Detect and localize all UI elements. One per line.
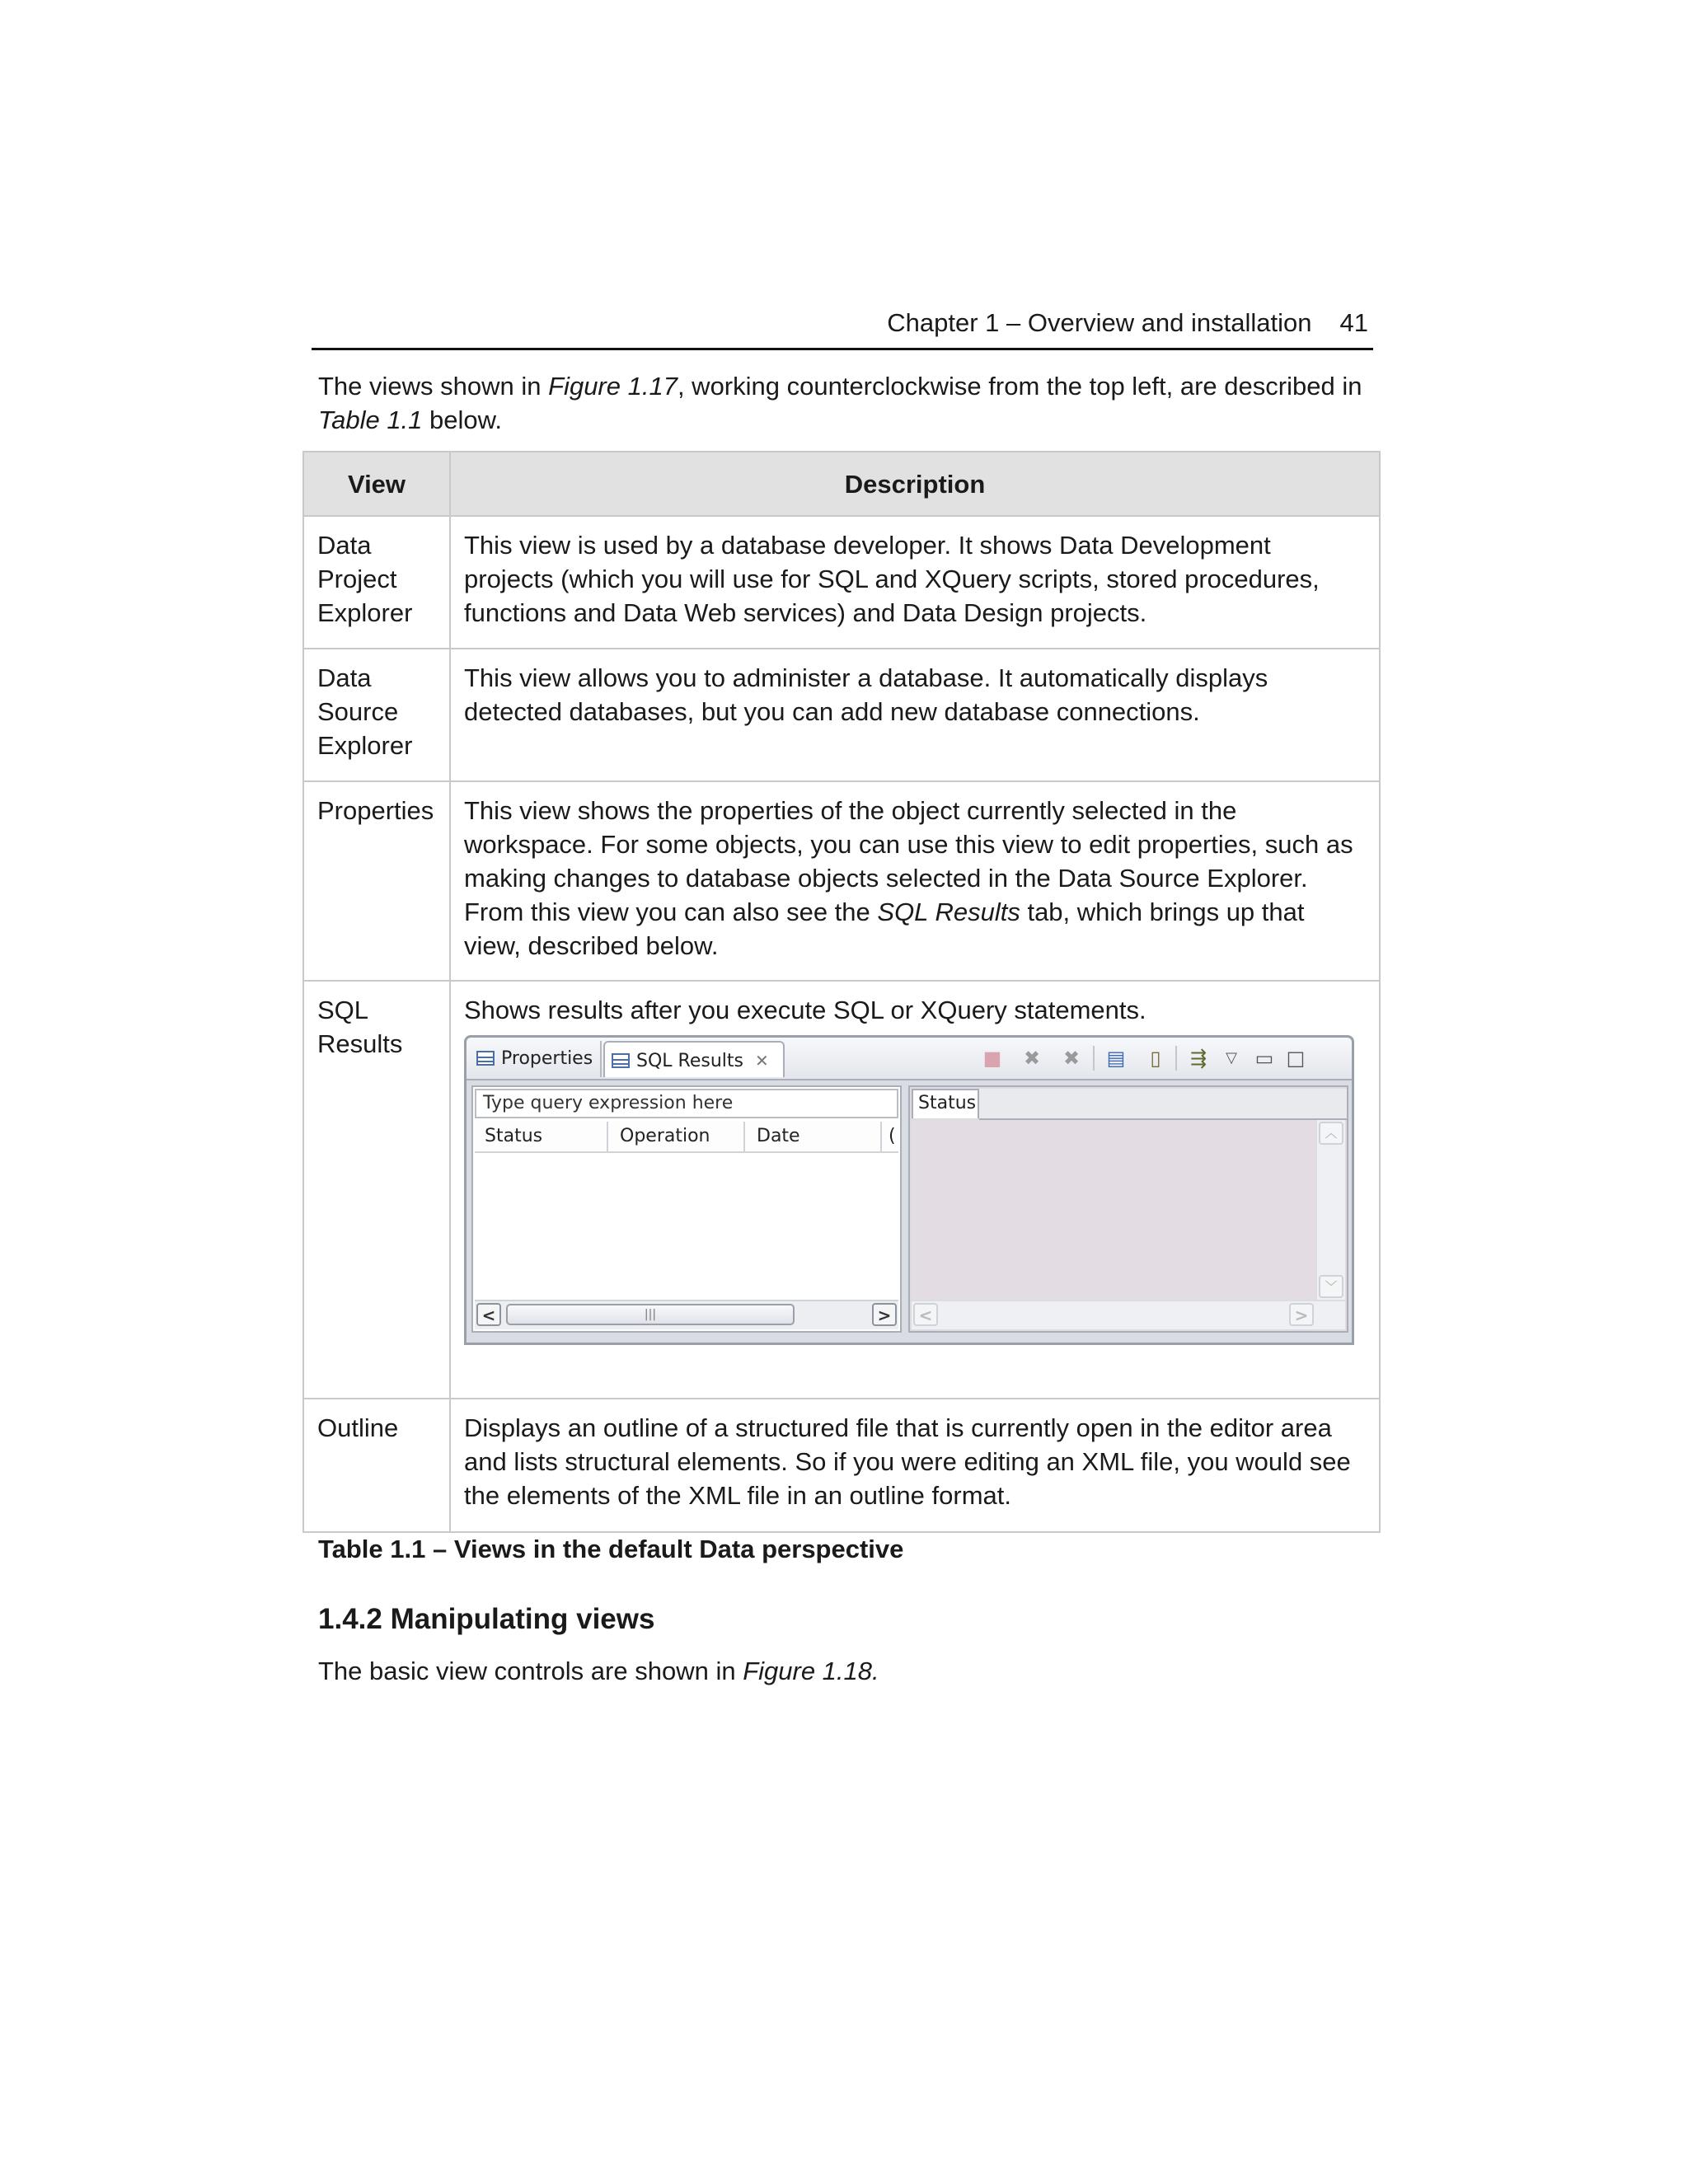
- scroll-left-icon[interactable]: <: [476, 1303, 501, 1326]
- remove-icon[interactable]: ✖: [1023, 1047, 1041, 1070]
- history-pane: [471, 1085, 902, 1333]
- tab-label: SQL Results: [636, 1051, 743, 1071]
- properties-icon: [476, 1051, 495, 1066]
- filter-icon[interactable]: ⇶: [1189, 1047, 1207, 1070]
- view-description: [450, 981, 1380, 1399]
- status-pane: [908, 1085, 1348, 1333]
- column-header-date[interactable]: Date: [747, 1122, 882, 1151]
- view-tab-bar: [467, 1038, 1352, 1080]
- sql-results-icon: [612, 1053, 630, 1068]
- horizontal-scrollbar[interactable]: [475, 1300, 898, 1329]
- table-row: [303, 1399, 1380, 1532]
- view-name: Data Source Explorer: [303, 649, 450, 781]
- table-header-row: [303, 452, 1380, 516]
- paragraph-text: The basic view controls are shown in: [318, 1657, 743, 1685]
- scroll-up-icon[interactable]: ︿: [1319, 1122, 1343, 1145]
- query-filter-input[interactable]: Type query expression here: [475, 1089, 898, 1118]
- close-icon[interactable]: ✕: [754, 1051, 769, 1071]
- sql-results-reference: SQL Results: [877, 898, 1020, 926]
- column-header-description: Description: [450, 452, 1380, 516]
- view-description: This view is used by a database developer. It shows Data Development projects (which you will use for SQL and XQuery scripts, stored procedures, functions and Data Web services) and Data Design projects.: [450, 516, 1380, 649]
- remove-all-icon[interactable]: ✖: [1062, 1047, 1081, 1070]
- figure-reference: Figure 1.17: [548, 372, 678, 401]
- intro-text: , working counterclockwise from the top left, are described in: [677, 372, 1362, 401]
- tab-sql-results[interactable]: [603, 1041, 785, 1077]
- table-row: [303, 516, 1380, 649]
- page-header: [312, 303, 1373, 350]
- running-header: [887, 307, 1368, 340]
- view-name: Outline: [303, 1399, 450, 1532]
- scroll-left-icon[interactable]: <: [913, 1303, 938, 1326]
- status-content-area: [912, 1120, 1315, 1300]
- horizontal-scrollbar[interactable]: [912, 1301, 1345, 1329]
- minimize-icon[interactable]: ▭: [1254, 1047, 1274, 1070]
- sql-results-screenshot: [464, 1035, 1354, 1345]
- tab-status[interactable]: Status: [912, 1089, 979, 1118]
- view-menu-icon[interactable]: ▽: [1226, 1049, 1237, 1066]
- table-caption: Table 1.1 – Views in the default Data perspective: [318, 1535, 904, 1563]
- intro-text: below.: [422, 405, 502, 434]
- column-header-truncated[interactable]: (: [889, 1126, 896, 1146]
- scroll-right-icon[interactable]: >: [872, 1303, 897, 1326]
- view-name: Data Project Explorer: [303, 516, 450, 649]
- description-text: tab, which brings up that view, described below.: [464, 898, 1305, 960]
- maximize-icon[interactable]: □: [1286, 1047, 1306, 1070]
- table-row: [303, 649, 1380, 781]
- description-text: This view shows the properties of the object currently selected in the workspace. For some objects, you can use this view to edit properties, such as making changes to database objects selected in the Data Source Explorer. From this view you can also see the: [464, 796, 1353, 926]
- scroll-down-icon[interactable]: ﹀: [1319, 1275, 1343, 1298]
- intro-text: The views shown in: [318, 372, 549, 401]
- figure-reference: Figure 1.18.: [743, 1657, 879, 1685]
- view-description: Displays an outline of a structured file that is currently open in the editor area and lists structural elements. So if you were editing an XML file, you would see the elements of the XML file in an outline format.: [450, 1399, 1380, 1532]
- intro-paragraph: [318, 369, 1373, 437]
- tab-properties[interactable]: [470, 1041, 602, 1077]
- section-heading: 1.4.2 Manipulating views: [318, 1603, 655, 1635]
- description-text: Shows results after you execute SQL or XQuery statements.: [464, 996, 1146, 1024]
- column-header-status[interactable]: Status: [475, 1122, 608, 1151]
- tab-label: Properties: [501, 1048, 593, 1069]
- history-column-headers: [475, 1122, 898, 1153]
- chapter-title: Chapter 1 – Overview and installation: [887, 308, 1312, 337]
- column-header-view: View: [303, 452, 450, 516]
- views-table: [302, 451, 1381, 1533]
- body-paragraph: [318, 1654, 879, 1688]
- table-row: [303, 781, 1380, 981]
- column-header-operation[interactable]: Operation: [610, 1122, 745, 1151]
- view-name: SQL Results: [303, 981, 450, 1399]
- view-description: This view allows you to administer a database. It automatically displays detected databases, but you can add new database connections.: [450, 649, 1380, 781]
- view-description: [450, 781, 1380, 981]
- table-row: [303, 981, 1380, 1399]
- scroll-right-icon[interactable]: >: [1289, 1303, 1314, 1326]
- page-number: 41: [1339, 308, 1368, 337]
- vertical-scrollbar[interactable]: [1317, 1120, 1345, 1300]
- table-reference: Table 1.1: [318, 405, 423, 434]
- scroll-thumb[interactable]: |||: [506, 1304, 795, 1325]
- view-name: Properties: [303, 781, 450, 981]
- window-icon[interactable]: ▤: [1106, 1047, 1126, 1070]
- stop-icon[interactable]: ■: [982, 1047, 1002, 1070]
- document-icon[interactable]: ▯: [1150, 1047, 1161, 1070]
